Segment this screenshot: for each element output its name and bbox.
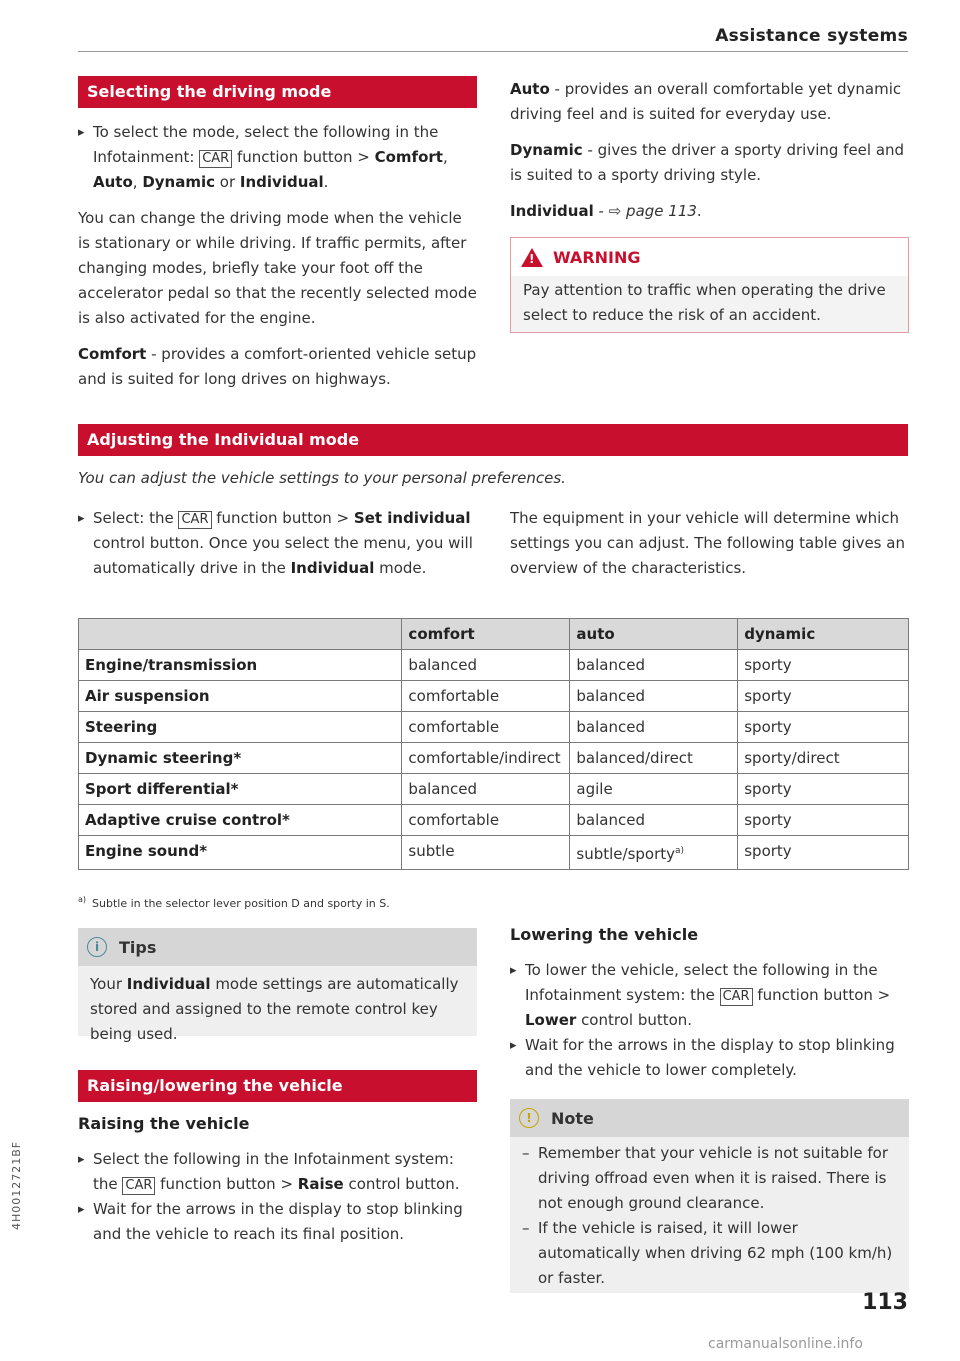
table-header-cell: comfort [402,619,570,650]
section-title-raising-lowering: Raising/lowering the vehicle [78,1070,477,1102]
table-cell: sporty [738,805,909,836]
warning-header [511,238,908,276]
warning-box [510,237,909,333]
running-header: Assistance systems [715,26,908,46]
table-cell: sporty/direct [738,743,909,774]
section-title-individual-mode: Adjusting the Individual mode [78,424,908,456]
tips-text: Your Individual mode settings are automatically stored and assigned to the remote control key being used. [90,975,459,1043]
table-cell: sporty [738,774,909,805]
table-cell: Engine sound* [79,836,402,870]
table-cell: comfortable [402,681,570,712]
info-icon: i [87,937,107,957]
section-title-driving-mode: Selecting the driving mode [78,76,477,108]
table-header-cell: dynamic [738,619,909,650]
note-body [510,1137,909,1293]
warning-text: Pay attention to traffic when operating the drive select to reduce the risk of an accident. [523,281,886,324]
auto-description: Auto - provides an overall comfortable yet dynamic driving feel and is suited for everyday use. [510,80,902,123]
table-cell: balanced [570,650,738,681]
tips-body [78,966,477,1043]
table-cell: sporty [738,650,909,681]
characteristics-table [78,618,909,870]
lowering-title: Lowering the vehicle [510,925,699,944]
note-box [510,1099,909,1293]
table-row [79,774,909,805]
lower-step-1: ▸ To lower the vehicle, select the following in the Infotainment system: the CAR function button > Lower control button. [510,958,910,1033]
table-cell: comfortable/indirect [402,743,570,774]
page-number: 113 [862,1290,908,1315]
note-item: – If the vehicle is raised, it will lower automatically when driving 62 mph (100 km/h) or faster. [522,1216,897,1291]
table-header-cell [79,619,402,650]
lower-step-2: ▸ Wait for the arrows in the display to stop blinking and the vehicle to lower completely. [510,1033,910,1083]
comfort-description: Comfort - provides a comfort-oriented vehicle setup and is suited for long drives on highways. [78,345,477,388]
driving-mode-paragraph: You can change the driving mode when the vehicle is stationary or while driving. If traffic permits, after changing modes, briefly take your foot off the accelerator pedal so that the recently selected mode is also activated for the engine. [78,209,477,327]
equipment-paragraph: The equipment in your vehicle will determine which settings you can adjust. The following table gives an overview of the characteristics. [510,509,905,577]
table-cell: balanced/direct [570,743,738,774]
table-cell: Air suspension [79,681,402,712]
individual-bullet-wrap [78,506,478,581]
raising-title: Raising the vehicle [78,1114,250,1133]
table-row [79,712,909,743]
table-cell: balanced [570,712,738,743]
mode-descriptions [510,77,910,224]
table-cell: balanced [570,681,738,712]
table-cell: balanced [402,774,570,805]
table-footnote: $^{a)}$ Subtle in the selector lever position D and sporty in S. [78,895,390,910]
individual-select-bullet: ▸ Select: the CAR function button > Set individual control button. Once you select the menu, you will automatically drive in the Individual mode. [78,506,478,581]
note-header [510,1099,909,1137]
table-cell: sporty [738,836,909,870]
document-code: 4H0012721BF [10,1140,23,1230]
watermark: carmanualsonline.info [708,1336,863,1352]
table-cell: Sport differential* [79,774,402,805]
table-header-row [79,619,909,650]
table-row [79,743,909,774]
table-cell: subtle/sporty$^{a)}$ [570,836,738,870]
table-header-cell: auto [570,619,738,650]
table-cell: Engine/transmission [79,650,402,681]
footnote-marker: a) [675,846,685,856]
table-cell: Adaptive cruise control* [79,805,402,836]
raise-step-1: ▸ Select the following in the Infotainment system: the CAR function button > Raise control button. [78,1147,478,1197]
lowering-steps [510,958,910,1083]
individual-description: Individual - ⇨ page 113. [510,202,702,220]
caution-icon: ! [519,1108,539,1128]
note-title: Note [551,1108,594,1128]
dynamic-description: Dynamic - gives the driver a sporty driving feel and is suited to a sporty driving style. [510,141,905,184]
raising-steps [78,1147,478,1247]
warning-title: WARNING [553,247,641,267]
table-cell: balanced [570,805,738,836]
header-rule [78,51,908,52]
select-mode-bullet: ▸ To select the mode, select the following in the Infotainment: CAR function button > Comfort, Auto, Dynamic or Individual. [78,120,478,195]
table-cell: comfortable [402,712,570,743]
table-row [79,836,909,870]
table-cell: sporty [738,712,909,743]
warning-triangle-icon: ! [521,248,543,267]
tips-header [78,928,477,966]
table-row [79,805,909,836]
table-cell: balanced [402,650,570,681]
table-cell: comfortable [402,805,570,836]
table-cell: subtle [402,836,570,870]
table-cell: Steering [79,712,402,743]
table-row [79,681,909,712]
note-item: – Remember that your vehicle is not suitable for driving offroad even when it is raised. There is not enough ground clearance. [522,1141,897,1216]
tips-box [78,928,477,1043]
section-driving-mode-body [78,120,478,392]
individual-intro: You can adjust the vehicle settings to your personal preferences. [78,469,566,487]
table-cell: sporty [738,681,909,712]
table-row [79,650,909,681]
table-cell: Dynamic steering* [79,743,402,774]
tips-title: Tips [119,937,157,957]
table-cell: agile [570,774,738,805]
page-reference-link[interactable]: page 113 [626,202,697,220]
raise-step-2: ▸ Wait for the arrows in the display to stop blinking and the vehicle to reach its final position. [78,1197,478,1247]
